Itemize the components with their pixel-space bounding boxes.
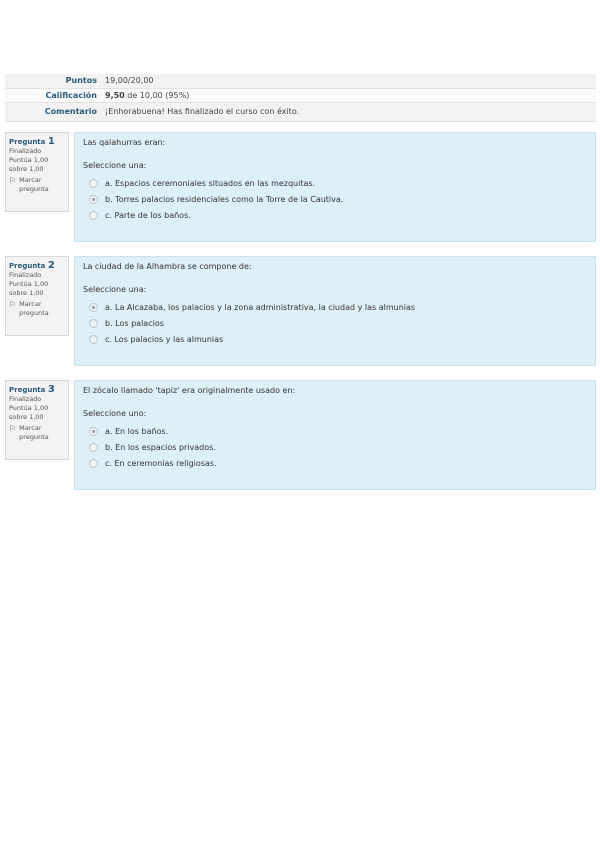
calificacion-label: Calificación (5, 88, 101, 102)
question-1 (5, 132, 596, 242)
option-label: b. En los espacios privados. (105, 442, 216, 452)
option-label: a. En los baños. (105, 426, 169, 436)
option-label: b. Los palacios (105, 318, 164, 328)
answer-prompt: Seleccione una: (83, 161, 147, 170)
answer-option-c[interactable] (83, 331, 587, 347)
flag-icon: ⚐ (9, 424, 17, 433)
calificacion-score: 9,50 (105, 90, 125, 100)
summary-row-calificacion (5, 88, 596, 102)
flag-icon: ⚐ (9, 300, 17, 309)
radio-button-selected[interactable] (89, 303, 98, 312)
question-label: Pregunta (9, 386, 46, 394)
question-text: Las qalahurras eran: (83, 138, 166, 147)
option-label: c. En ceremonias religiosas. (105, 458, 217, 468)
radio-button[interactable] (89, 335, 98, 344)
question-points: Puntúa 1,00 sobre 1,00 (9, 404, 49, 421)
question-content (74, 132, 596, 242)
answer-option-b[interactable] (83, 315, 587, 331)
quiz-summary-table (5, 74, 596, 122)
question-text: La ciudad de la Alhambra se compone de: (83, 262, 252, 271)
radio-button-selected[interactable] (89, 195, 98, 204)
comentario-value: ¡Enhorabuena! Has finalizado el curso con éxito. (101, 102, 596, 121)
option-label: b. Torres palacios residenciales como la Torre de la Cautiva. (105, 194, 344, 204)
question-number-value: 3 (47, 384, 55, 395)
answer-option-c[interactable] (83, 455, 587, 471)
answer-option-a[interactable] (83, 299, 587, 315)
question-number-value: 1 (47, 136, 55, 147)
calificacion-rest: de 10,00 (95%) (127, 90, 190, 100)
flag-icon: ⚐ (9, 176, 17, 185)
radio-button[interactable] (89, 179, 98, 188)
answer-prompt: Seleccione uno: (83, 409, 147, 418)
option-label: a. Espacios ceremoniales situados en las mezquitas. (105, 178, 316, 188)
question-state: Finalizado (9, 395, 42, 403)
question-state: Finalizado (9, 147, 42, 155)
calificacion-value (101, 88, 596, 102)
question-state: Finalizado (9, 271, 42, 279)
answer-prompt: Seleccione una: (83, 285, 147, 294)
answer-option-c[interactable] (83, 207, 587, 223)
question-points: Puntúa 1,00 sobre 1,00 (9, 156, 49, 173)
question-info (5, 380, 69, 460)
answer-option-a[interactable] (83, 175, 587, 191)
question-label: Pregunta (9, 262, 46, 270)
puntos-value: 19,00/20,00 (101, 74, 596, 88)
question-text: El zócalo llamado 'tapiz' era originalmente usado en: (83, 386, 296, 395)
comentario-label: Comentario (5, 102, 101, 121)
summary-row-puntos (5, 74, 596, 88)
flag-question-link[interactable] (9, 176, 65, 194)
question-points: Puntúa 1,00 sobre 1,00 (9, 280, 49, 297)
question-number-value: 2 (47, 260, 55, 271)
answer-option-a[interactable] (83, 423, 587, 439)
puntos-label: Puntos (5, 74, 101, 88)
radio-button[interactable] (89, 211, 98, 220)
flag-question-link[interactable] (9, 300, 65, 318)
summary-row-comentario (5, 102, 596, 121)
answer-option-b[interactable] (83, 191, 587, 207)
question-2 (5, 256, 596, 366)
flag-question-link[interactable] (9, 424, 65, 442)
question-info (5, 132, 69, 212)
flag-label: Marcar pregunta (19, 300, 49, 317)
question-content (74, 380, 596, 490)
question-number (9, 385, 65, 395)
question-number (9, 137, 65, 147)
option-label: c. Parte de los baños. (105, 210, 191, 220)
option-label: c. Los palacios y las almunias (105, 334, 224, 344)
answer-option-b[interactable] (83, 439, 587, 455)
question-label: Pregunta (9, 138, 46, 146)
radio-button[interactable] (89, 459, 98, 468)
question-info (5, 256, 69, 336)
question-3 (5, 380, 596, 490)
radio-button-selected[interactable] (89, 427, 98, 436)
question-number (9, 261, 65, 271)
radio-button[interactable] (89, 319, 98, 328)
question-content (74, 256, 596, 366)
radio-button[interactable] (89, 443, 98, 452)
flag-label: Marcar pregunta (19, 176, 49, 193)
option-label: a. La Alcazaba, los palacios y la zona administrativa, la ciudad y las almunias (105, 302, 416, 312)
flag-label: Marcar pregunta (19, 424, 49, 441)
